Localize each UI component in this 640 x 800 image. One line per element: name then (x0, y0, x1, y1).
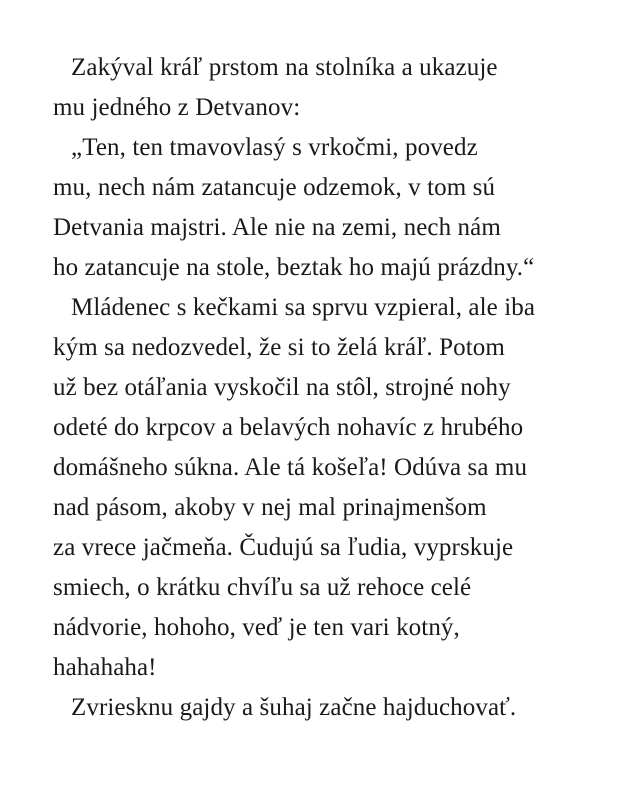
paragraph-3-line-6: nad pásom, akoby v nej mal prinajmenšom (53, 494, 487, 521)
paragraph-2-line-4: ho zatancuje na stole, beztak ho majú prázdny.“ (53, 254, 535, 281)
paragraph-3-line-2: kým sa nedozvedel, že si to želá kráľ. Potom (53, 334, 505, 361)
paragraph-3-line-5: domášneho súkna. Ale tá košeľa! Odúva sa mu (53, 454, 528, 481)
paragraph-1-line-1: Zakýval kráľ prstom na stolníka a ukazuje (71, 54, 498, 81)
paragraph-1-line-2: mu jedného z Detvanov: (53, 94, 301, 121)
paragraph-3-line-1: Mládenec s kečkami sa sprvu vzpieral, ale iba (71, 294, 536, 321)
paragraph-3-line-10: hahahaha! (53, 654, 157, 681)
paragraph-3-line-7: za vrece jačmeňa. Čudujú sa ľudia, vyprskuje (53, 534, 514, 561)
paragraph-2-line-1: „Ten, ten tmavovlasý s vrkočmi, povedz (71, 134, 478, 161)
paragraph-4-line-1: Zvriesknu gajdy a šuhaj začne hajduchovať. (71, 694, 517, 721)
paragraph-3-line-9: nádvorie, hohoho, veď je ten vari kotný, (53, 614, 460, 641)
paragraph-3-line-8: smiech, o krátku chvíľu sa už rehoce celé (53, 574, 472, 601)
paragraph-3-line-4: odeté do krpcov a belavých nohavíc z hrubého (53, 414, 524, 441)
paragraph-2-line-3: Detvania majstri. Ale nie na zemi, nech nám (53, 214, 501, 241)
paragraph-2-line-2: mu, nech nám zatancuje odzemok, v tom sú (53, 174, 496, 201)
paragraph-3-line-3: už bez otáľania vyskočil na stôl, strojné nohy (53, 374, 511, 401)
